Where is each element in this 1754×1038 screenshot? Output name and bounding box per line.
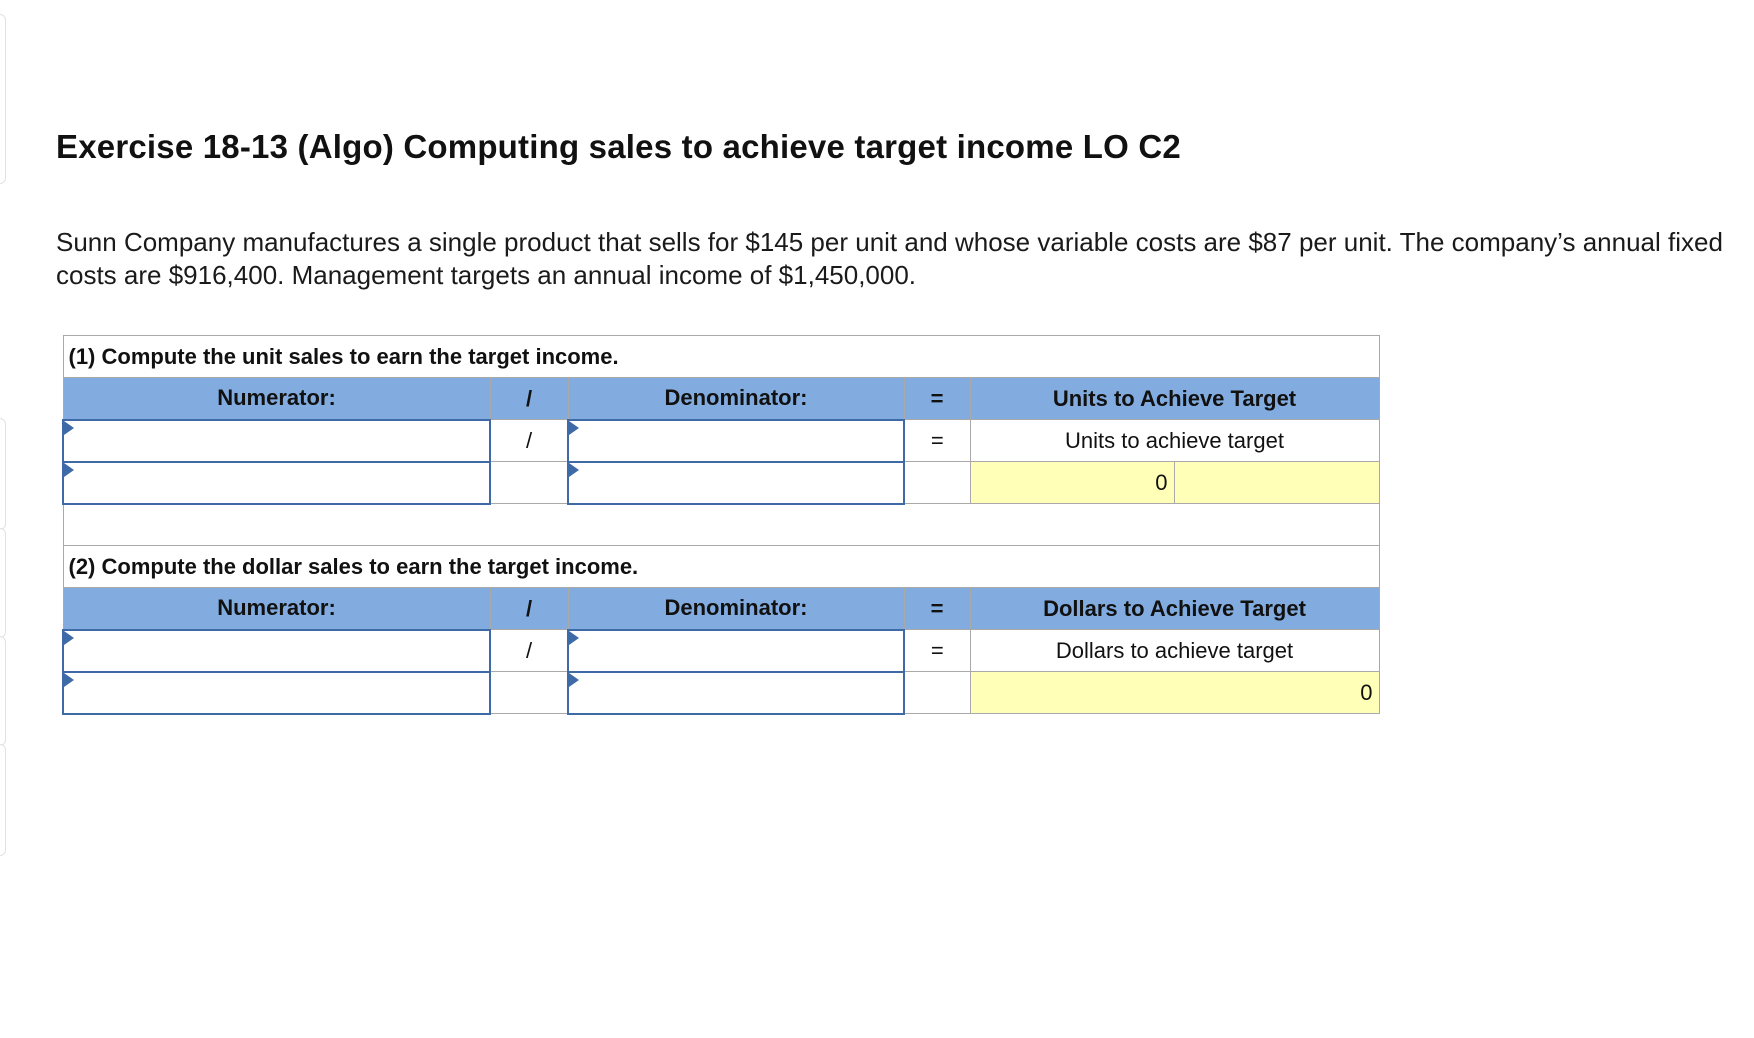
left-panel-edge <box>0 636 6 746</box>
part1-header-row <box>63 378 1379 420</box>
part2-denominator-value-input[interactable] <box>568 672 904 714</box>
divide-header: / <box>490 588 568 630</box>
result-header: Units to Achieve Target <box>970 378 1379 420</box>
part1-heading: (1) Compute the unit sales to earn the target income. <box>63 336 1379 378</box>
left-panel-edge <box>0 528 6 638</box>
part2-denominator-label-input[interactable] <box>568 630 904 672</box>
part1-numerator-value-field[interactable] <box>64 463 489 503</box>
part2-value-row <box>63 672 1379 714</box>
part1-numerator-label-input[interactable] <box>63 420 490 462</box>
numerator-header: Numerator: <box>63 588 490 630</box>
left-panel-edge <box>0 418 6 530</box>
result-header: Dollars to Achieve Target <box>970 588 1379 630</box>
dollars-result-label: Dollars to achieve target <box>970 630 1379 672</box>
left-panel-edge <box>0 14 6 184</box>
equals-sign: = <box>904 630 970 672</box>
part2-numerator-value-field[interactable] <box>64 673 489 713</box>
empty-cell <box>490 672 568 714</box>
part1-denominator-label-field[interactable] <box>569 421 903 461</box>
equals-header: = <box>904 588 970 630</box>
part1-numerator-value-input[interactable] <box>63 462 490 504</box>
divide-sign: / <box>490 420 568 462</box>
part2-numerator-label-input[interactable] <box>63 630 490 672</box>
denominator-header: Denominator: <box>568 588 904 630</box>
units-result-value: 0 <box>971 462 1175 503</box>
empty-cell <box>490 462 568 504</box>
spacer-row <box>63 504 1379 546</box>
part1-denominator-label-input[interactable] <box>568 420 904 462</box>
part2-denominator-label-field[interactable] <box>569 631 903 671</box>
part1-numerator-label-field[interactable] <box>64 421 489 461</box>
left-panel-edge <box>0 744 6 856</box>
part2-header-row <box>63 588 1379 630</box>
part1-value-row <box>63 462 1379 504</box>
problem-statement: Sunn Company manufactures a single product that sells for $145 per unit and whose variable costs are $87 per unit. The company’s annual fixed costs are $916,400. Management targets an annual income of $1,450,000. <box>56 227 1723 290</box>
part1-denominator-value-field[interactable] <box>569 463 903 503</box>
worksheet-table <box>62 335 1380 715</box>
divide-header: / <box>490 378 568 420</box>
equals-sign: = <box>904 420 970 462</box>
part2-heading: (2) Compute the dollar sales to earn the target income. <box>63 546 1379 588</box>
part2-label-row <box>63 630 1379 672</box>
divide-sign: / <box>490 630 568 672</box>
units-result-label: Units to achieve target <box>970 420 1379 462</box>
part1-denominator-value-input[interactable] <box>568 462 904 504</box>
empty-cell <box>904 462 970 504</box>
part2-denominator-value-field[interactable] <box>569 673 903 713</box>
denominator-header: Denominator: <box>568 378 904 420</box>
empty-cell <box>904 672 970 714</box>
part2-numerator-label-field[interactable] <box>64 631 489 671</box>
exercise-title: Exercise 18-13 (Algo) Computing sales to achieve target income LO C2 <box>56 128 1181 165</box>
dollars-result-value: 0 <box>970 672 1379 714</box>
part2-numerator-value-input[interactable] <box>63 672 490 714</box>
numerator-header: Numerator: <box>63 378 490 420</box>
equals-header: = <box>904 378 970 420</box>
units-result-cell <box>970 462 1379 504</box>
part1-label-row <box>63 420 1379 462</box>
